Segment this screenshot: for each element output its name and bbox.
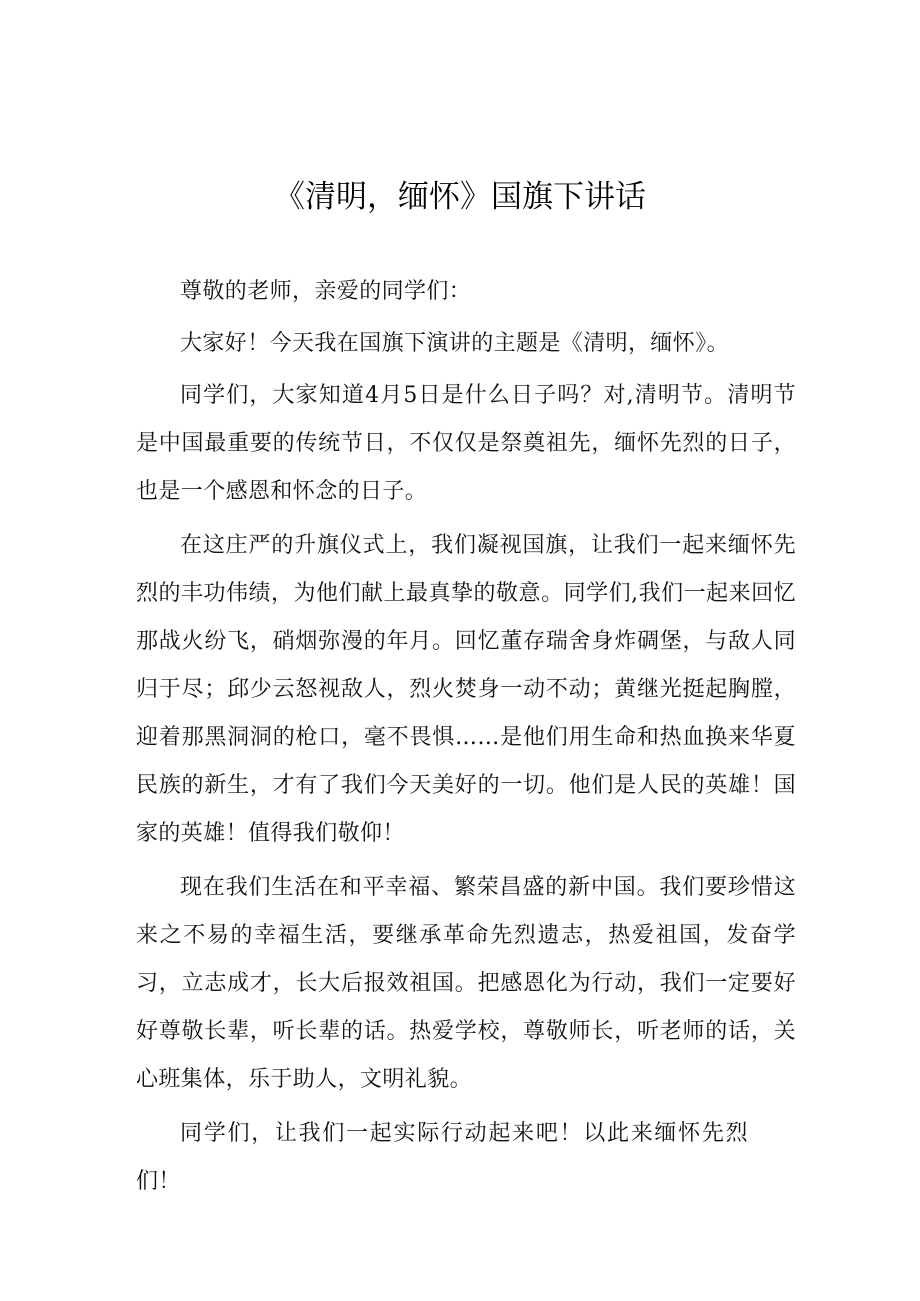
paragraph-closing: 同学们，让我们一起实际行动起来吧！以此来缅怀先烈们！ — [136, 1121, 748, 1194]
paragraph-qingming-intro: 同学们，大家知道4月5日是什么日子吗？对,清明节。清明节是中国最重要的传统节日，不仅仅是祭奠祖先，缅怀先烈的日子，也是一个感恩和怀念的日子。 — [136, 383, 796, 504]
paragraph-martyrs: 在这庄严的升旗仪式上，我们凝视国旗，让我们一起来缅怀先烈的丰功伟绩，为他们献上最真挚的敬意。同学们,我们一起来回忆那战火纷飞，硝烟弥漫的年月。回忆董存瑞舍身炸碉堡，与敌人同归于尽；邱少云怒视敌人，烈火焚身一动不动；黄继光挺起胸膛，迎着那黑洞洞的枪口，毫不畏惧……是他们用生命和热血换来华夏民族的新生，才有了我们今天美好的一切。他们是人民的英雄！国家的英雄！值得我们敬仰！ — [136, 533, 796, 846]
paragraph-cherish-life: 现在我们生活在和平幸福、繁荣昌盛的新中国。我们要珍惜这来之不易的幸福生活，要继承革命先烈遗志，热爱祖国，发奋学习，立志成才，长大后报效祖国。把感恩化为行动，我们一定要好好尊敬长辈，听长辈的话。热爱学校，尊敬师长，听老师的话，关心班集体，乐于助人，文明礼貌。 — [136, 875, 796, 1092]
document-title: 《清明，缅怀》国旗下讲话 — [274, 179, 646, 215]
document-body — [136, 268, 796, 1206]
paragraph-greeting: 大家好！今天我在国旗下演讲的主题是《清明，缅怀》。 — [180, 331, 730, 356]
paragraph-salutation: 尊敬的老师，亲爱的同学们： — [180, 279, 472, 304]
